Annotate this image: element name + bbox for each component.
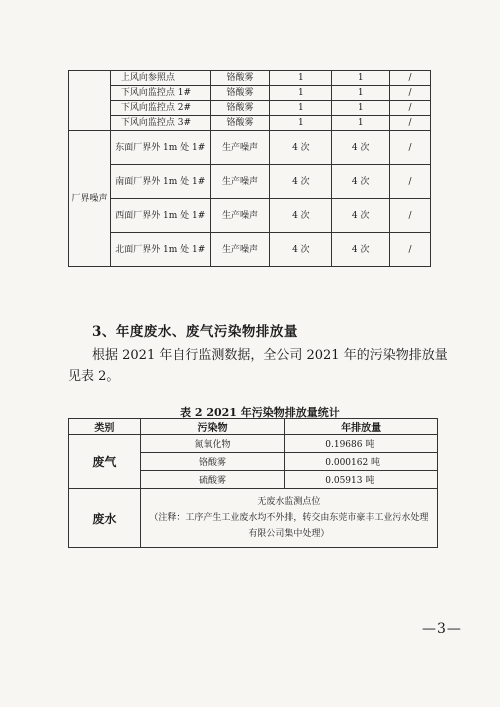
count-cell: 4 次 [270, 233, 332, 267]
note-cell: / [390, 165, 431, 199]
note-cell: / [390, 71, 431, 86]
count-cell: 4 次 [332, 233, 390, 267]
item-cell: 铬酸雾 [210, 116, 270, 131]
table-row [69, 101, 431, 116]
location-cell: 南面厂界外 1m 处 1# [110, 165, 210, 199]
header-cell: 污染物 [140, 419, 284, 435]
count-cell: 1 [332, 101, 390, 116]
location-cell: 东面厂界外 1m 处 1# [110, 131, 210, 165]
pollutant-cell: 氮氧化物 [140, 435, 284, 453]
page-number: —3— [422, 621, 462, 637]
item-cell: 生产噪声 [210, 199, 270, 233]
note-cell: / [390, 86, 431, 101]
header-cell: 类别 [69, 419, 141, 435]
table-row [69, 71, 431, 86]
count-cell: 4 次 [270, 165, 332, 199]
amount-cell: 0.000162 吨 [285, 453, 438, 471]
table-row [69, 116, 431, 131]
item-cell: 铬酸雾 [210, 86, 270, 101]
table-row [69, 199, 431, 233]
note-cell: / [390, 199, 431, 233]
table-row [69, 233, 431, 267]
table-row [69, 86, 431, 101]
count-cell: 4 次 [332, 199, 390, 233]
note-cell: / [390, 116, 431, 131]
body-paragraph-line: 见表 2。 [68, 369, 120, 384]
count-cell: 4 次 [332, 131, 390, 165]
count-cell: 1 [270, 71, 332, 86]
pollutant-cell: 硫酸雾 [140, 471, 284, 489]
location-cell: 下风向监控点 3# [110, 116, 210, 131]
item-cell: 铬酸雾 [210, 71, 270, 86]
count-cell: 1 [270, 86, 332, 101]
count-cell: 4 次 [270, 131, 332, 165]
note-cell: / [390, 233, 431, 267]
wastewater-note-line: 无废水监测点位 [257, 497, 321, 507]
count-cell: 1 [270, 101, 332, 116]
amount-cell: 0.19686 吨 [285, 435, 438, 453]
table-header-row [69, 419, 438, 435]
table-caption: 表 2 2021 年污染物排放量统计 [180, 406, 340, 419]
wastewater-note-line: （注释：工序产生工业废水均不外排，转交由东莞市豪丰工业污水处理有限公司集中处理） [149, 513, 429, 539]
table-row [69, 131, 431, 165]
item-cell: 生产噪声 [210, 131, 270, 165]
table-row [69, 489, 438, 548]
wastewater-note-cell [140, 489, 437, 548]
note-cell: / [390, 131, 431, 165]
location-cell: 北面厂界外 1m 处 1# [110, 233, 210, 267]
location-cell: 上风向参照点 [110, 71, 210, 86]
air-group-cell [69, 71, 111, 131]
header-cell: 年排放量 [285, 419, 438, 435]
monitoring-table [68, 70, 431, 267]
emissions-table [68, 418, 438, 548]
noise-group-cell: 厂界噪声 [69, 131, 111, 267]
location-cell: 下风向监控点 2# [110, 101, 210, 116]
item-cell: 生产噪声 [210, 233, 270, 267]
item-cell: 铬酸雾 [210, 101, 270, 116]
count-cell: 4 次 [332, 165, 390, 199]
category-cell: 废水 [69, 489, 141, 548]
pollutant-cell: 铬酸雾 [140, 453, 284, 471]
location-cell: 下风向监控点 1# [110, 86, 210, 101]
category-cell: 废气 [69, 435, 141, 489]
count-cell: 4 次 [270, 199, 332, 233]
count-cell: 1 [332, 71, 390, 86]
amount-cell: 0.05913 吨 [285, 471, 438, 489]
table-row [69, 165, 431, 199]
count-cell: 1 [270, 116, 332, 131]
table-row [69, 435, 438, 453]
item-cell: 生产噪声 [210, 165, 270, 199]
section-heading: 3、年度废水、废气污染物排放量 [92, 324, 298, 340]
note-cell: / [390, 101, 431, 116]
body-paragraph-line: 根据 2021 年自行监测数据，全公司 2021 年的污染物排放量 [92, 348, 448, 363]
count-cell: 1 [332, 116, 390, 131]
count-cell: 1 [332, 86, 390, 101]
location-cell: 西面厂界外 1m 处 1# [110, 199, 210, 233]
